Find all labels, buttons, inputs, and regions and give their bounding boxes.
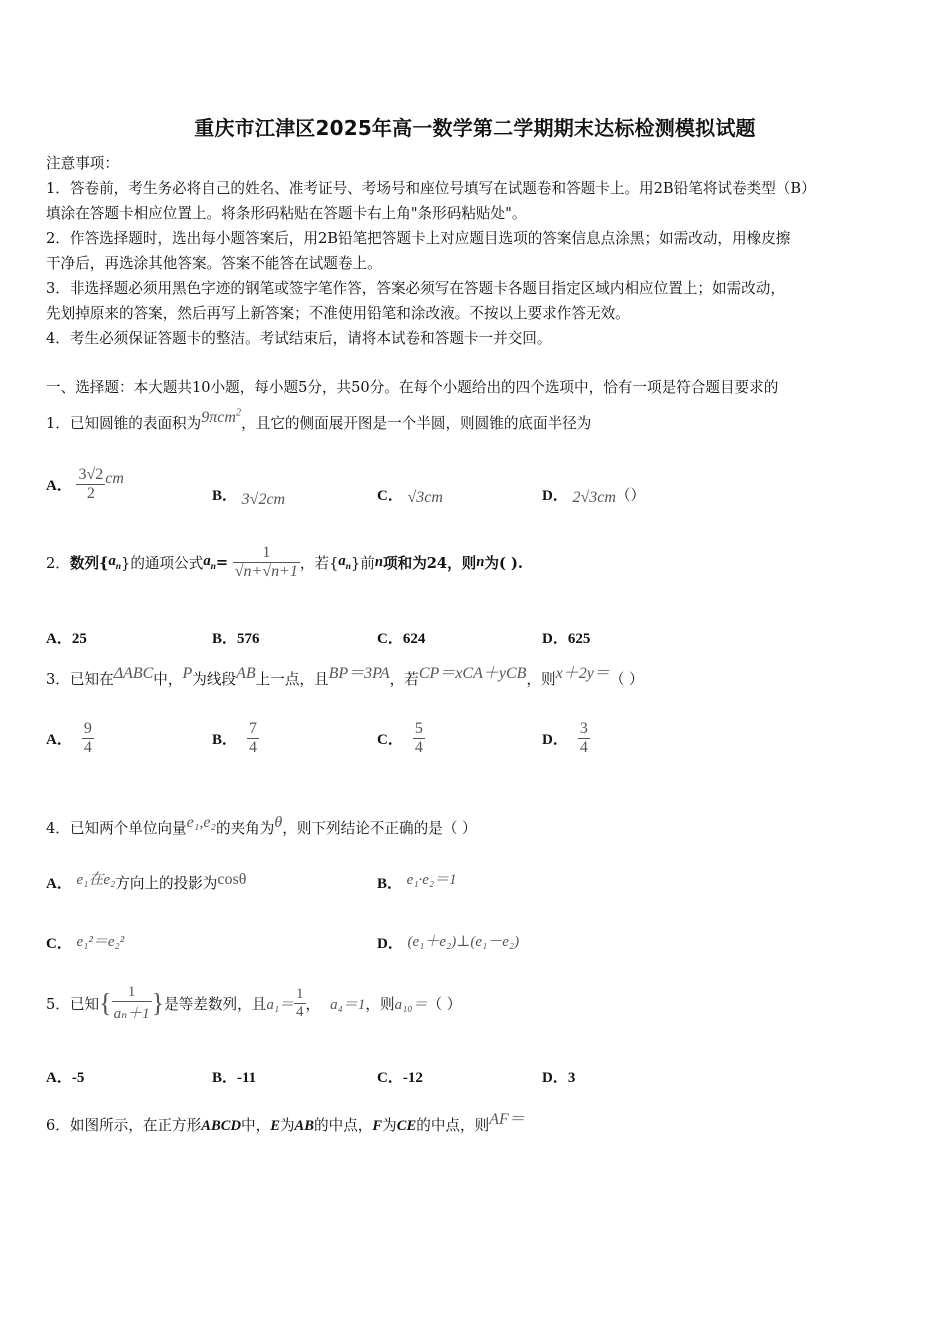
option-c[interactable]: C．624 bbox=[377, 631, 426, 647]
fraction: $\frac{1}{√n+√n+1}$ bbox=[234, 544, 298, 580]
note-line: 2．作答选择题时，选出每小题答案后，用2B铅笔把答题卡上对应题目选项的答案信息点涂黑；如需改动，用橡皮擦 bbox=[46, 230, 791, 247]
section-heading: 一、选择题：本大题共10小题，每小题5分，共50分。在每个小题给出的四个选项中，恰有一项是符合题目要求的 bbox=[46, 379, 779, 396]
note-line: 干净后，再选涂其他答案。答案不能答在试题卷上。 bbox=[46, 255, 382, 272]
option-d[interactable]: D．625 bbox=[542, 631, 591, 647]
option-b[interactable]: B． e₁·e₂＝1 bbox=[377, 872, 457, 892]
question-5: 5．已知{ $\frac{1}{\text{aₙ＋1}}$ }是等差数列，且a₁＝ $\frac{1}{4}$ ， a₄＝1，则a₁₀＝（ ） bbox=[46, 984, 462, 1022]
question-1 bbox=[46, 407, 592, 433]
notes-heading: 注意事项： bbox=[46, 155, 119, 172]
question-2: 2．数列$\{a_n\}$的通项公式$a_n=$ $\frac{1}{√n+√n+1}$ ，若$\{a_n\}$前n项和为24，则n为( ). bbox=[46, 544, 523, 580]
question-number: 1． bbox=[46, 415, 70, 432]
question-4: 4．已知两个单位向量e₁,e₂的夹角为θ，则下列结论不正确的是（ ） bbox=[46, 814, 477, 837]
option-c[interactable]: C． $\frac{5}{4}$ bbox=[377, 720, 423, 756]
option-b[interactable]: B． 3√2cm bbox=[212, 488, 286, 508]
option-c[interactable]: C． e₁²＝e₂² bbox=[46, 934, 125, 952]
option-d[interactable]: D． (e₁＋e₂)⊥(e₁－e₂) bbox=[377, 934, 520, 952]
option-a[interactable]: A．25 bbox=[46, 631, 87, 647]
note-line: 3．非选择题必须用黑色字迹的钢笔或签字笔作答，答案必须写在答题卡各题目指定区域内相应位置上；如需改动， bbox=[46, 280, 785, 297]
option-a[interactable]: A． e₁在e₂方向上的投影为cosθ bbox=[46, 871, 247, 892]
option-d[interactable]: D．3 bbox=[542, 1070, 576, 1086]
question-3: 3．已知在ΔABC中，P为线段AB上一点，且BP＝3PA，若CP＝xCA＋yCB，则x＋2y＝（ ） bbox=[46, 665, 644, 688]
fraction: $\frac{1}{\text{aₙ＋1}}$ bbox=[113, 984, 150, 1022]
note-line: 先划掉原来的答案，然后再写上新答案；不准使用铅笔和涂改液。不按以上要求作答无效。 bbox=[46, 305, 630, 322]
option-b[interactable]: B．-11 bbox=[212, 1070, 257, 1086]
math-expr: 9πcm$^2$ bbox=[201, 407, 242, 426]
option-c[interactable]: C． √3cm bbox=[377, 488, 443, 506]
note-line: 1．答卷前，考生务必将自己的姓名、准考证号、考场号和座位号填写在试题卷和答题卡上。用2B铅笔将试卷类型（B） bbox=[46, 180, 816, 197]
question-text: ，且它的侧面展开图是一个半圆，则圆锥的底面半径为 bbox=[241, 415, 592, 432]
option-b[interactable]: B． $\frac{7}{4}$ bbox=[212, 720, 258, 756]
fraction: $\frac{3√2}{2}$ bbox=[78, 466, 104, 502]
option-d[interactable]: D． $\frac{3}{4}$ bbox=[542, 720, 588, 756]
question-6: 6．如图所示，在正方形ABCD中，E为AB的中点，F为CE的中点，则AF＝ bbox=[46, 1111, 525, 1134]
option-a[interactable]: A． $\frac{9}{4}$ bbox=[46, 720, 92, 756]
note-line: 4．考生必须保证答题卡的整洁。考试结束后，请将本试卷和答题卡一并交回。 bbox=[46, 330, 552, 347]
option-a[interactable]: A．-5 bbox=[46, 1070, 85, 1086]
page-title: 重庆市江津区2025年高一数学第二学期期末达标检测模拟试题 bbox=[194, 116, 756, 140]
option-a[interactable]: A． $\frac{3√2}{2}$ cm bbox=[46, 466, 124, 502]
option-c[interactable]: C．-12 bbox=[377, 1070, 423, 1086]
option-b[interactable]: B．576 bbox=[212, 631, 260, 647]
option-d[interactable]: D． 2√3cm（） bbox=[542, 487, 646, 506]
question-text: 已知圆锥的表面积为 bbox=[69, 415, 202, 432]
note-line: 填涂在答题卡相应位置上。将条形码粘贴在答题卡右上角"条形码粘贴处"。 bbox=[46, 205, 527, 222]
